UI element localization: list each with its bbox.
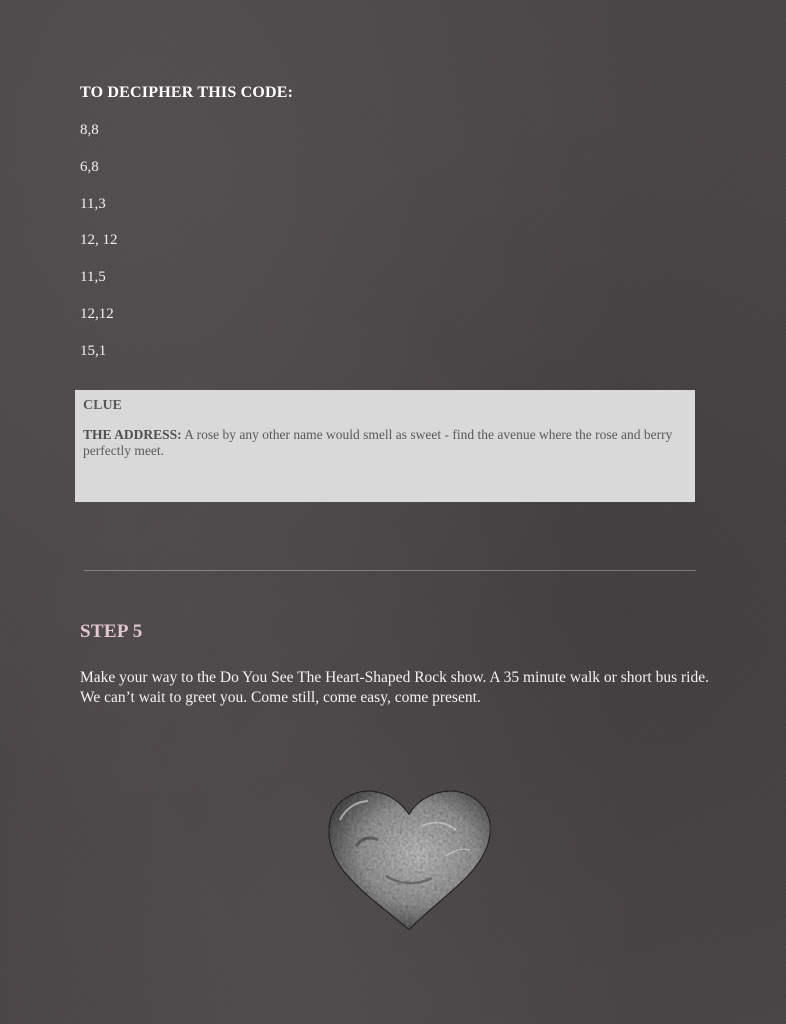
clue-label: THE ADDRESS:: [83, 427, 182, 442]
code-heading: TO DECIPHER THIS CODE:: [80, 84, 294, 101]
heart-shaped-rock-icon: [326, 786, 492, 932]
code-item: 11,5: [80, 269, 106, 286]
step-title: STEP 5: [80, 621, 143, 642]
clue-box: [75, 390, 695, 502]
step-description: Make your way to the Do You See The Heart-Shaped Rock show. A 35 minute walk or short bus ride. We can’t wait to greet you. Come still, come easy, come present.: [80, 669, 709, 706]
clue-body: A rose by any other name would smell as sweet - find the avenue where the rose and berry perfectly meet.: [83, 427, 673, 458]
code-item: 8,8: [80, 122, 99, 138]
code-item: 11,3: [80, 195, 106, 212]
code-list: [80, 120, 118, 378]
code-item: 12,12: [80, 305, 114, 322]
code-item: 6,8: [80, 158, 99, 175]
clue-text: [83, 427, 687, 459]
clue-title: CLUE: [83, 398, 122, 413]
section-divider: [84, 570, 696, 571]
code-item: 12, 12: [80, 232, 118, 249]
code-item: 15,1: [80, 342, 107, 359]
